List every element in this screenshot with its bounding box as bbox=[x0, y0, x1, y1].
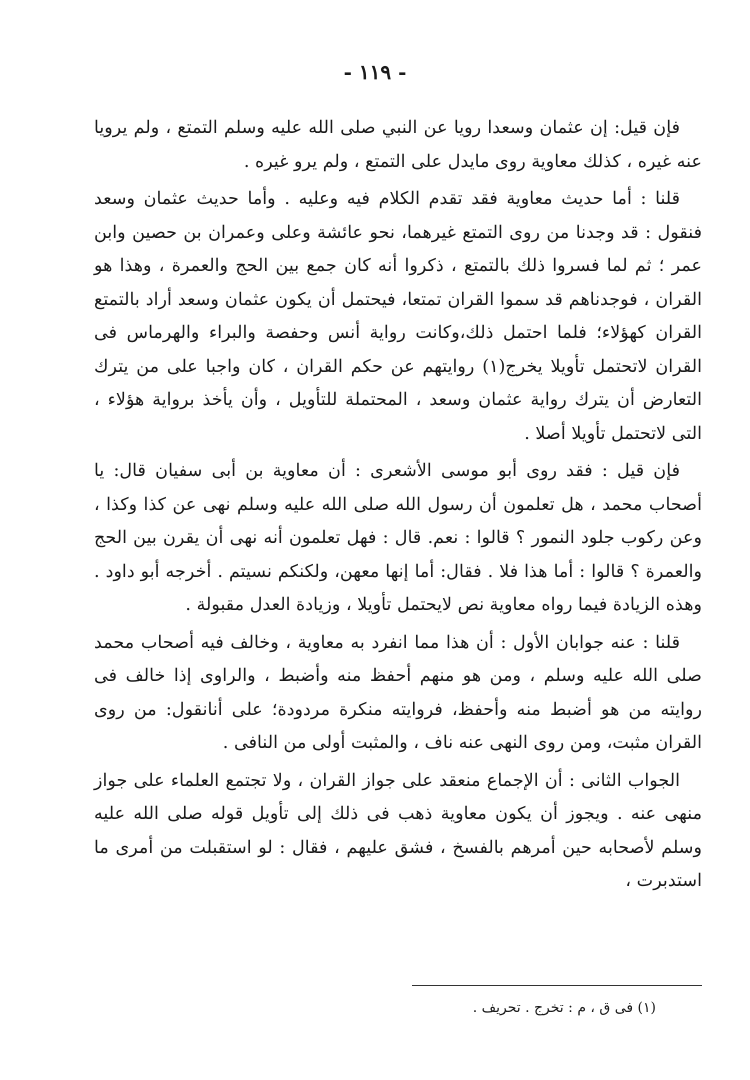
main-text bbox=[94, 112, 702, 899]
footnote: (١) فى ق ، م : تخرج . تحريف . bbox=[472, 1000, 656, 1016]
page-number: - ١١٩ - bbox=[343, 60, 407, 84]
paragraph: فإن قيل : فقد روى أبو موسى الأشعرى : أن معاوية بن أبى سفيان قال: يا أصحاب محمد ، هل تعلمون أن رسول الله صلى الله عليه وسلم نهى عن كذا وكذا ، وعن ركوب جلود النمور ؟ قالوا : نعم. قال : فهل تعلمون أنه نهى أن يقرن بين الحج والعمرة ؟ قالوا : أما هذا فلا . فقال: أما إنها معهن، ولكنكم نسيتم . أخرجه أبو داود . وهذه الزيادة فيما رواه معاوية نص لايحتمل تأويلا ، وزيادة العدل مقبولة . bbox=[94, 461, 702, 615]
paragraph: قلنا : أما حديث معاوية فقد تقدم الكلام فيه وعليه . وأما حديث عثمان وسعد فنقول : قد وجدنا من روى التمتع غيرهما، نحو عائشة وعلى وعمران بن حصين وابن عمر ؛ ثم لما فسروا ذلك بالتمتع ، ذكروا أنه كان جمع بين الحج والعمرة ، وهذا هو القران ، فوجدناهم قد سموا القران تمتعا، فيحتمل أن يكون عثمان وسعد أراد بالتمتع القران كهؤلاء؛ فلما احتمل ذلك،وكانت رواية أنس وحفصة والبراء والهرماس فى القران لاتحتمل تأويلا يخرج(١) روايتهم عن حكم القران ، كان واجبا على من يترك التعارض أن يترك رواية عثمان وسعد ، المحتملة للتأويل ، وأن يأخذ برواية هؤلاء ، التى لاتحتمل تأويلا أصلا . bbox=[94, 189, 702, 444]
paragraph: الجواب الثانى : أن الإجماع منعقد على جواز القران ، ولا تجتمع العلماء على جواز منهى عنه . ويجوز أن يكون معاوية ذهب فى ذلك إلى تأويل قوله صلى الله عليه وسلم لأصحابه حين أمرهم بالفسخ ، فشق عليهم ، فقال : لو استقبلت من أمرى ما استدبرت ، bbox=[94, 770, 702, 891]
footnote-divider bbox=[412, 985, 702, 986]
paragraph: فإن قيل: إن عثمان وسعدا رويا عن النبي صلى الله عليه وسلم التمتع ، ولم يرويا عنه غيره ، كذلك معاوية روى مايدل على التمتع ، ولم يرو غيره . bbox=[94, 118, 702, 172]
paragraph: قلنا : عنه جوابان الأول : أن هذا مما انفرد به معاوية ، وخالف فيه أصحاب محمد صلى الله عليه وسلم ، ومن هو منهم أحفظ منه وأضبط ، والراوى إذا خالف فى روايته من هو أضبط منه وأحفظ، فروايته منكرة مردودة؛ على أنانقول: من روى القران مثبت، ومن روى النهى عنه ناف ، والمثبت أولى من النافى . bbox=[94, 632, 702, 753]
